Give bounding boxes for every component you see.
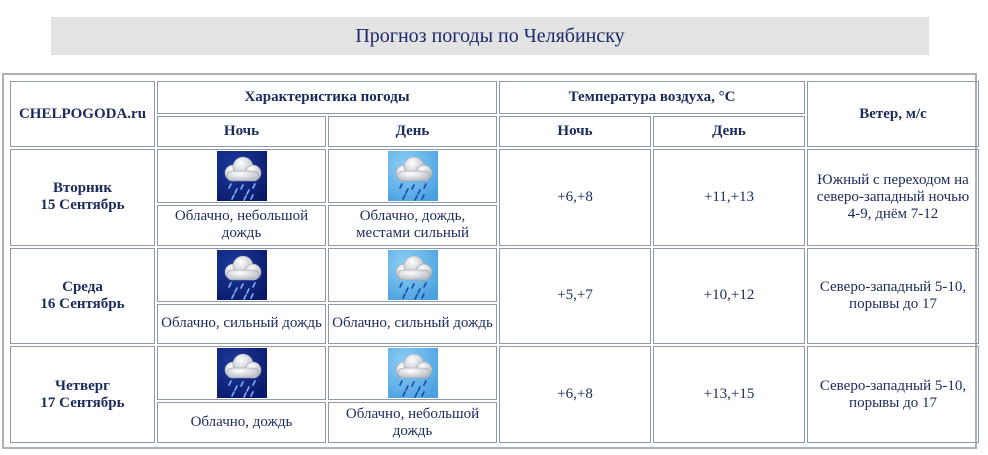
- date: 15 Сентябрь: [40, 197, 125, 214]
- night-desc: Облачно, небольшой дождь: [157, 205, 326, 246]
- night-icon-cell: [157, 248, 326, 302]
- wind-cell: Южный с переходом на северо-западный ночью 4-9, днём 7-12: [807, 149, 979, 246]
- temp-night-header: Ночь: [499, 116, 651, 148]
- temp-day: +11,+13: [653, 149, 805, 246]
- cloud-rain-night-icon: [217, 348, 267, 398]
- night-desc: Облачно, сильный дождь: [157, 304, 326, 345]
- night-desc: Облачно, дождь: [157, 402, 326, 443]
- temp-night: +6,+8: [499, 346, 651, 443]
- weekday: Вторник: [53, 180, 112, 197]
- site-name-cell: CHELPOGODA.ru: [10, 81, 155, 147]
- weather-day-header: День: [328, 116, 497, 148]
- day-desc: Облачно, небольшой дождь: [328, 402, 497, 443]
- cloud-rain-day-icon: [388, 151, 438, 201]
- weather-char-header: Характеристика погоды: [157, 81, 497, 114]
- temperature-header: Температура воздуха, °C: [499, 81, 805, 114]
- cloud-heavy-rain-day-icon: [388, 250, 438, 300]
- forecast-table: [8, 79, 981, 445]
- table-row: [10, 248, 979, 302]
- temp-night: +6,+8: [499, 149, 651, 246]
- day-icon-cell: [328, 149, 497, 203]
- forecast-table-frame: [2, 73, 977, 449]
- date: 16 Сентябрь: [40, 295, 125, 312]
- wind-cell: Северо-западный 5-10, порывы до 17: [807, 248, 979, 345]
- page-title: Прогноз погоды по Челябинску: [51, 17, 929, 55]
- temp-night: +5,+7: [499, 248, 651, 345]
- date-cell: [10, 346, 155, 443]
- cloud-rain-night-icon: [217, 151, 267, 201]
- weekday: Среда: [62, 278, 103, 295]
- weather-night-header: Ночь: [157, 116, 326, 148]
- table-row: [10, 149, 979, 203]
- day-icon-cell: [328, 346, 497, 400]
- night-icon-cell: [157, 149, 326, 203]
- day-desc: Облачно, дождь, местами сильный: [328, 205, 497, 246]
- day-icon-cell: [328, 248, 497, 302]
- cloud-rain-day-icon: [388, 348, 438, 398]
- wind-header: Ветер, м/с: [807, 81, 979, 147]
- date-cell: [10, 248, 155, 345]
- day-desc: Облачно, сильный дождь: [328, 304, 497, 345]
- temp-day-header: День: [653, 116, 805, 148]
- cloud-heavy-rain-night-icon: [217, 250, 267, 300]
- date-cell: [10, 149, 155, 246]
- temp-day: +10,+12: [653, 248, 805, 345]
- weekday: Четверг: [55, 377, 110, 394]
- temp-day: +13,+15: [653, 346, 805, 443]
- table-row: [10, 346, 979, 400]
- date: 17 Сентябрь: [40, 394, 125, 411]
- night-icon-cell: [157, 346, 326, 400]
- wind-cell: Северо-западный 5-10, порывы до 17: [807, 346, 979, 443]
